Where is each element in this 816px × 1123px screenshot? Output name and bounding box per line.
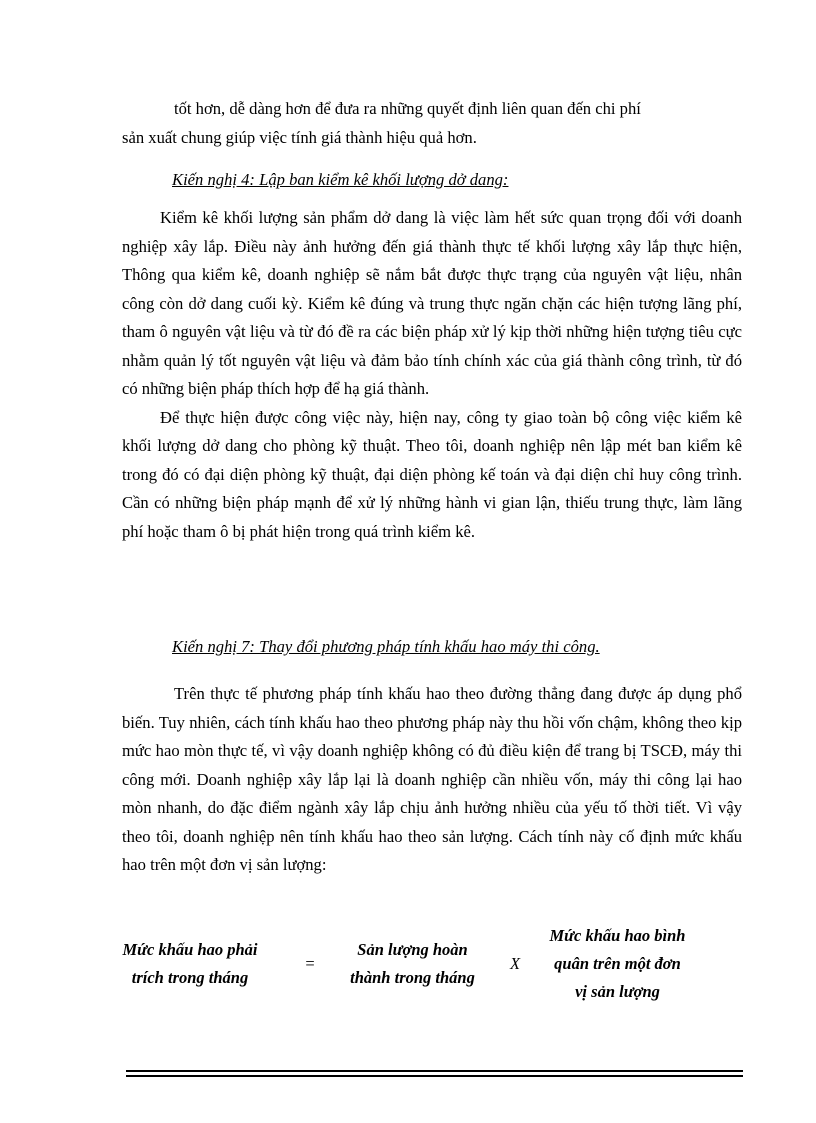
formula-term-1-line-2: thành trong tháng <box>350 968 475 987</box>
section-4-heading: Kiến nghị 4: Lập ban kiểm kê khối lượng dở dang: <box>172 170 509 189</box>
section-4-paragraph-1: Kiểm kê khối lượng sản phẩm dở dang là việc làm hết sức quan trọng đối với doanh nghiệp xây lắp. Điều này ảnh hưởng đến giá thành thực tế khối lượng xây lắp thực hiện, Thông qua kiểm kê, doanh nghiệp sẽ nắm bắt được thực trạng của nguyên vật liệu, nhân công còn dở dang cuối kỳ. Kiểm kê đúng và trung thực ngăn chặn các hiện tượng lãng phí, tham ô nguyên vật liệu và từ đó đề ra các biện pháp xử lý kịp thời những hiện tượng tiêu cực nhằm quản lý tốt nguyên vật liệu và đảm bảo tính chính xác của giá thành công trình, từ đó có những biện pháp thích hợp để hạ giá thành. <box>122 208 742 398</box>
section-7-heading: Kiến nghị 7: Thay đổi phương pháp tính khấu hao máy thi công. <box>172 637 600 656</box>
formula-term-1-line-1: Sản lượng hoàn <box>357 940 468 959</box>
intro-line-1: tốt hơn, dễ dàng hơn để đưa ra những quyết định liên quan đến chi phí <box>174 99 641 118</box>
footer-rule-bottom <box>126 1075 743 1077</box>
section-7-paragraph-1: Trên thực tế phương pháp tính khấu hao theo đường thẳng đang được áp dụng phổ biến. Tuy nhiên, cách tính khấu hao theo phương pháp này thu hồi vốn chậm, không theo kịp mức hao mòn thực tế, vì vậy doanh nghiệp không có đủ điều kiện để trang bị TSCĐ, máy thi công mới. Doanh nghiệp xây lắp lại là doanh nghiệp cần nhiều vốn, máy thi công lại hao mòn nhanh, do đặc điểm ngành xây lắp chịu ảnh hưởng nhiều của yếu tố thời tiết. Vì vậy theo tôi, doanh nghiệp nên tính khấu hao theo sản lượng. Cách tính này cố định mức khấu hao trên một đơn vị sản lượng: <box>122 684 742 874</box>
section-4-paragraph-2: Để thực hiện được công việc này, hiện nay, công ty giao toàn bộ công việc kiểm kê khối lượng dở dang cho phòng kỹ thuật. Theo tôi, doanh nghiệp nên lập mét ban kiểm kê trong đó có đại diện phòng kỹ thuật, đại diện phòng kế toán và đại diện chỉ huy công trình. Cần có những biện pháp mạnh để xử lý những hành vi gian lận, thiếu trung thực, làm lãng phí hoặc tham ô bị phát hiện trong quá trình kiểm kê. <box>122 407 742 541</box>
section-4-body <box>122 204 742 546</box>
formula-times: X <box>509 954 521 973</box>
formula-equals: = <box>305 954 315 973</box>
formula-term-2-line-3: vị sản lượng <box>575 982 660 1001</box>
section-7-body <box>122 680 742 880</box>
depreciation-formula <box>100 922 740 1012</box>
formula-lhs-line-1: Mức khấu hao phải <box>122 940 258 959</box>
formula-term-2 <box>530 922 705 1006</box>
footer-rule-top <box>126 1070 743 1072</box>
intro-line-2: sản xuất chung giúp việc tính giá thành hiệu quả hơn. <box>122 127 477 147</box>
formula-term-2-line-1: Mức khấu hao bình <box>549 926 686 945</box>
intro-block <box>122 95 742 152</box>
formula-lhs <box>100 936 280 992</box>
formula-term-2-line-2: quân trên một đơn <box>554 954 681 973</box>
formula-lhs-line-2: trích trong tháng <box>131 968 249 987</box>
formula-term-1 <box>325 936 500 992</box>
